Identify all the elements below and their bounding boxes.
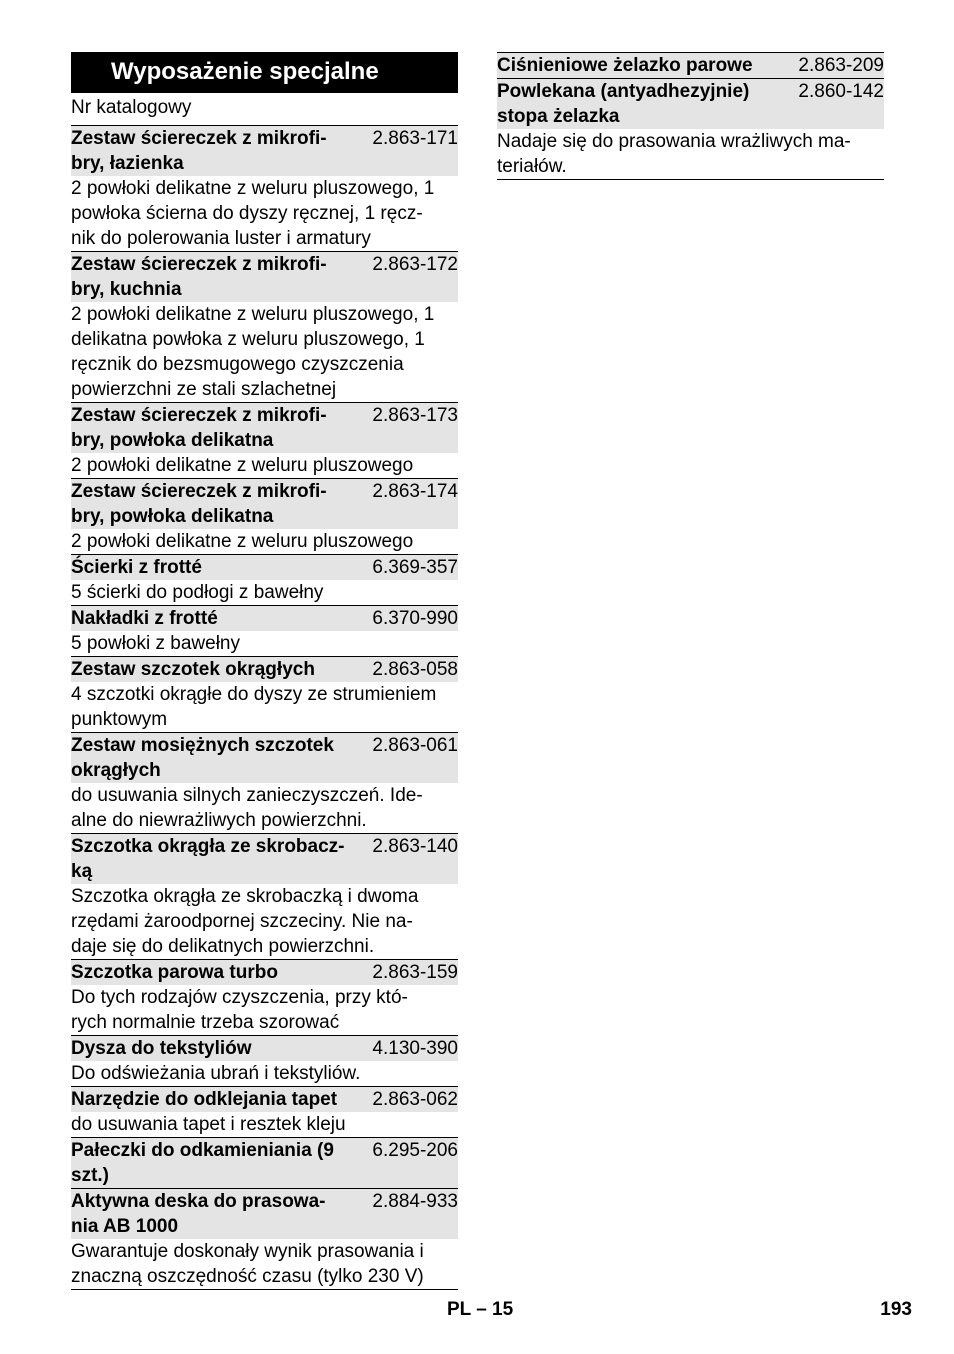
accessory-item (71, 1137, 458, 1188)
accessory-description: Nadaje się do prasowania wrażliwych ma- teriałów. (497, 131, 851, 177)
accessory-name: Zestaw ściereczek z mikrofi- bry, powłoka delikatna (71, 405, 327, 451)
accessory-description: 5 ścierki do podłogi z bawełny (71, 582, 324, 603)
accessory-name: Ciśnieniowe żelazko parowe (497, 55, 753, 76)
accessory-description: Gwarantuje doskonały wynik prasowania i znaczną oszczędność czasu (tylko 230 V) (71, 1241, 424, 1287)
catalog-number: 6.370-990 (372, 608, 458, 629)
accessory-item-header (497, 79, 884, 129)
accessory-description: Do odświeżania ubrań i tekstyliów. (71, 1063, 361, 1084)
accessory-description: 5 powłoki z bawełny (71, 633, 240, 654)
accessory-name: Zestaw mosiężnych szczotek okrągłych (71, 735, 334, 781)
accessory-item (497, 78, 884, 179)
accessory-name: Zestaw ściereczek z mikrofi- bry, łazienka (71, 128, 327, 174)
catalog-number: 2.863-061 (372, 735, 458, 756)
page-title: Wyposażenie specjalne (71, 52, 458, 93)
accessory-item-header (71, 479, 458, 529)
catalog-number: 2.860-142 (798, 81, 884, 102)
accessory-item (71, 605, 458, 656)
catalog-number-label: Nr katalogowy (71, 97, 192, 118)
accessory-item-header (71, 733, 458, 783)
list-end-rule (71, 1289, 458, 1290)
accessory-name: Narzędzie do odklejania tapet (71, 1089, 338, 1110)
accessory-item-header (71, 960, 458, 985)
accessory-description: 2 powłoki delikatne z weluru pluszowego (71, 455, 414, 476)
accessory-item (71, 656, 458, 732)
catalog-number: 2.863-062 (372, 1089, 458, 1110)
footer-section-label: PL – 15 (447, 1299, 514, 1320)
accessory-name: Zestaw ściereczek z mikrofi- bry, kuchnia (71, 254, 327, 300)
catalog-number: 2.863-172 (372, 254, 458, 275)
accessory-description: 2 powłoki delikatne z weluru pluszowego, 1 powłoka ścierna do dyszy ręcznej, 1 ręcz- nik do polerowania luster i armatury (71, 178, 435, 249)
accessory-list-right (497, 52, 884, 179)
accessory-item-header (71, 834, 458, 884)
accessory-description: 2 powłoki delikatne z weluru pluszowego, 1 delikatna powłoka z weluru pluszowego, 1 ręcznik do bezsmugowego czyszczenia powierzchni ze stali szlachetnej (71, 304, 435, 400)
left-column (71, 52, 458, 1290)
accessory-item-header (71, 403, 458, 453)
catalog-number: 2.863-058 (372, 659, 458, 680)
right-column (497, 52, 884, 180)
accessory-item-header (71, 606, 458, 631)
accessory-name: Nakładki z frotté (71, 608, 218, 629)
accessory-item-header (71, 1087, 458, 1112)
catalog-number: 2.863-209 (798, 55, 884, 76)
accessory-item (71, 833, 458, 959)
accessory-item (71, 478, 458, 554)
accessory-item (71, 402, 458, 478)
catalog-number: 2.863-173 (372, 405, 458, 426)
catalog-number: 6.369-357 (372, 557, 458, 578)
accessory-name: Zestaw ściereczek z mikrofi- bry, powłoka delikatna (71, 481, 327, 527)
accessory-item (71, 1035, 458, 1086)
catalog-number: 4.130-390 (372, 1038, 458, 1059)
catalog-number: 2.863-174 (372, 481, 458, 502)
accessory-item-header (497, 53, 884, 78)
accessory-item (71, 251, 458, 402)
accessory-list-left (71, 125, 458, 1289)
accessory-item-header (71, 657, 458, 682)
accessory-name: Ścierki z frotté (71, 557, 202, 578)
accessory-item-header (71, 126, 458, 176)
accessory-description: 2 powłoki delikatne z weluru pluszowego (71, 531, 414, 552)
accessory-item-header (71, 555, 458, 580)
accessory-name: Zestaw szczotek okrągłych (71, 659, 315, 680)
accessory-item (71, 554, 458, 605)
accessory-name: Szczotka parowa turbo (71, 962, 278, 983)
accessory-name: Szczotka okrągła ze skrobacz- ką (71, 836, 345, 882)
accessory-name: Dysza do tekstyliów (71, 1038, 252, 1059)
accessory-item-header (71, 1036, 458, 1061)
accessory-item (71, 959, 458, 1035)
accessory-item-header (71, 1189, 458, 1239)
accessory-name: Aktywna deska do prasowa- nia AB 1000 (71, 1191, 326, 1237)
accessory-description: do usuwania silnych zanieczyszczeń. Ide- alne do niewrażliwych powierzchni. (71, 785, 423, 831)
accessory-name: Powlekana (antyadhezyjnie) stopa żelazka (497, 81, 750, 127)
accessory-item (71, 125, 458, 251)
catalog-number: 2.884-933 (372, 1191, 458, 1212)
catalog-number: 2.863-159 (372, 962, 458, 983)
accessory-description: do usuwania tapet i resztek kleju (71, 1114, 346, 1135)
catalog-number: 2.863-171 (372, 128, 458, 149)
accessory-description: Szczotka okrągła ze skrobaczką i dwoma rzędami żaroodpornej szczeciny. Nie na- daje się do delikatnych powierzchni. (71, 886, 419, 957)
accessory-item (71, 732, 458, 833)
catalog-number: 6.295-206 (372, 1140, 458, 1161)
accessory-description: 4 szczotki okrągłe do dyszy ze strumieniem punktowym (71, 684, 437, 730)
accessory-item-header (71, 1138, 458, 1188)
accessory-description: Do tych rodzajów czyszczenia, przy któ- rych normalnie trzeba szorować (71, 987, 408, 1033)
accessory-item (71, 1188, 458, 1289)
page-number: 193 (880, 1299, 912, 1320)
accessory-item (71, 1086, 458, 1137)
accessory-item (497, 52, 884, 78)
catalog-number: 2.863-140 (372, 836, 458, 857)
accessory-name: Pałeczki do odkamieniania (9 szt.) (71, 1140, 334, 1186)
accessory-item-header (71, 252, 458, 302)
list-end-rule (497, 179, 884, 180)
